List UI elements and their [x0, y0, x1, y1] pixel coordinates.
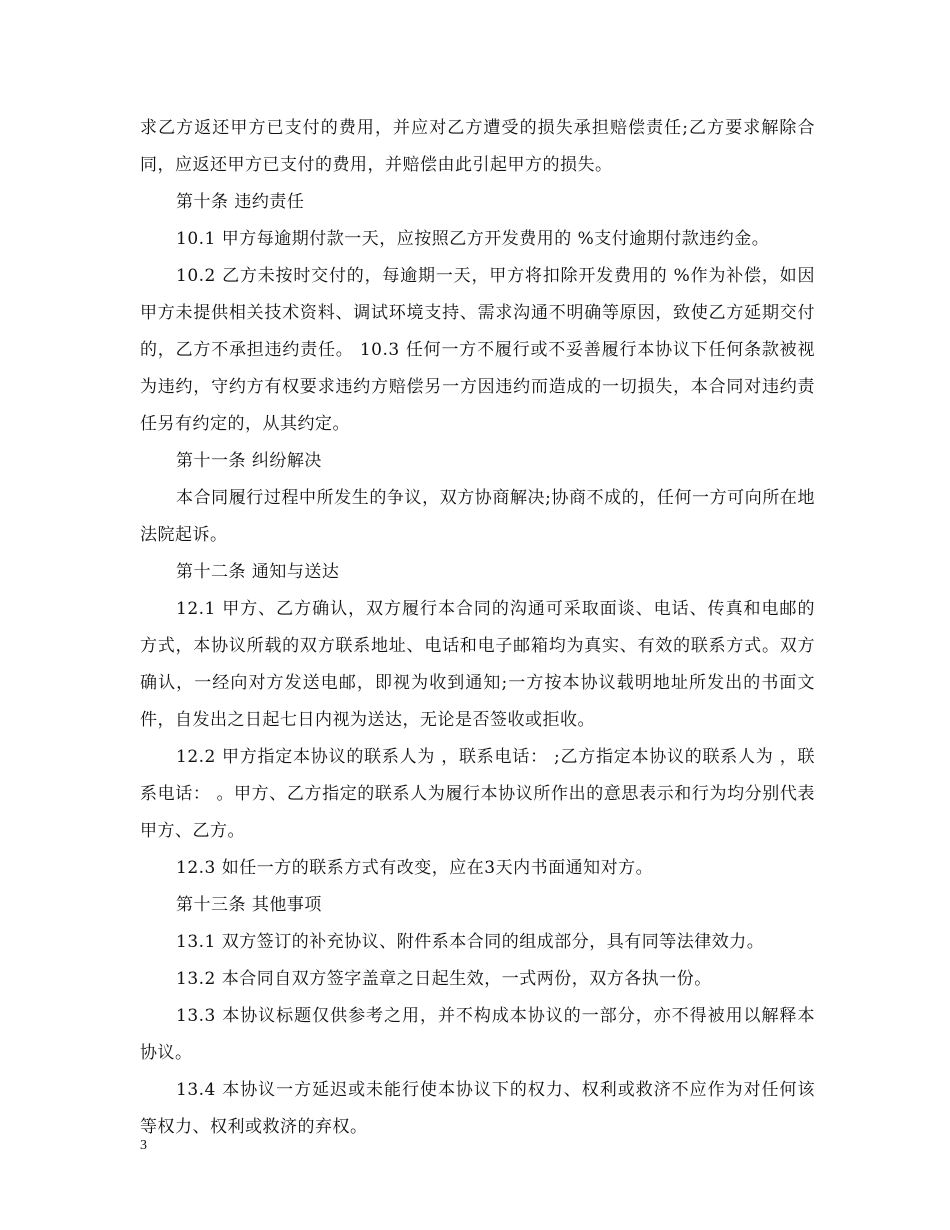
clause-11-body: 本合同履行过程中所发生的争议，双方协商解决;协商不成的，任何一方可向所在地法院起诉。	[140, 488, 815, 545]
section-heading-article-11: 第十一条 纠纷解决	[176, 451, 322, 471]
document-body	[140, 110, 815, 1146]
clause-12-2: 12.2 甲方指定本协议的联系人为 ，联系电话： ;乙方指定本协议的联系人为 ，联系电话： 。甲方、乙方指定的联系人为履行本协议所作出的意思表示和行为均分别代表甲方、乙方。	[140, 747, 815, 841]
clause-13-1: 13.1 双方签订的补充协议、附件系本合同的组成部分，具有同等法律效力。	[176, 932, 765, 952]
paragraph-continuation: 求乙方返还甲方已支付的费用，并应对乙方遭受的损失承担赔偿责任;乙方要求解除合同，应返还甲方已支付的费用，并赔偿由此引起甲方的损失。	[140, 118, 815, 175]
clause-10-1: 10.1 甲方每逾期付款一天，应按照乙方开发费用的 %支付逾期付款违约金。	[176, 229, 770, 249]
clause-10-2-10-3: 10.2 乙方未按时交付的，每逾期一天，甲方将扣除开发费用的 %作为补偿，如因甲方未提供相关技术资料、调试环境支持、需求沟通不明确等原因，致使乙方延期交付的，乙方不承担违约责任。 10.3 任何一方不履行或不妥善履行本协议下任何条款被视为违约，守约方有权要求违约方赔偿另一方因违约而造成的一切损失，本合同对违约责任另有约定的，从其约定。	[140, 266, 815, 434]
page-number: 3	[140, 1138, 147, 1153]
section-heading-article-10: 第十条 违约责任	[176, 192, 305, 212]
clause-12-3: 12.3 如任一方的联系方式有改变，应在3天内书面通知对方。	[176, 858, 654, 878]
clause-13-3: 13.3 本协议标题仅供参考之用，并不构成本协议的一部分，亦不得被用以解释本协议。	[140, 1006, 815, 1063]
section-heading-article-13: 第十三条 其他事项	[176, 895, 322, 915]
clause-12-1: 12.1 甲方、乙方确认，双方履行本合同的沟通可采取面谈、电话、传真和电邮的方式，本协议所载的双方联系地址、电话和电子邮箱均为真实、有效的联系方式。双方确认，一经向对方发送电邮，即视为收到通知;一方按本协议载明地址所发出的书面文件，自发出之日起七日内视为送达，无论是否签收或拒收。	[140, 599, 815, 730]
clause-13-2: 13.2 本合同自双方签字盖章之日起生效，一式两份，双方各执一份。	[176, 969, 712, 989]
section-heading-article-12: 第十二条 通知与送达	[176, 562, 340, 582]
clause-13-4: 13.4 本协议一方延迟或未能行使本协议下的权力、权利或救济不应作为对任何该等权力、权利或救济的弃权。	[140, 1080, 815, 1137]
